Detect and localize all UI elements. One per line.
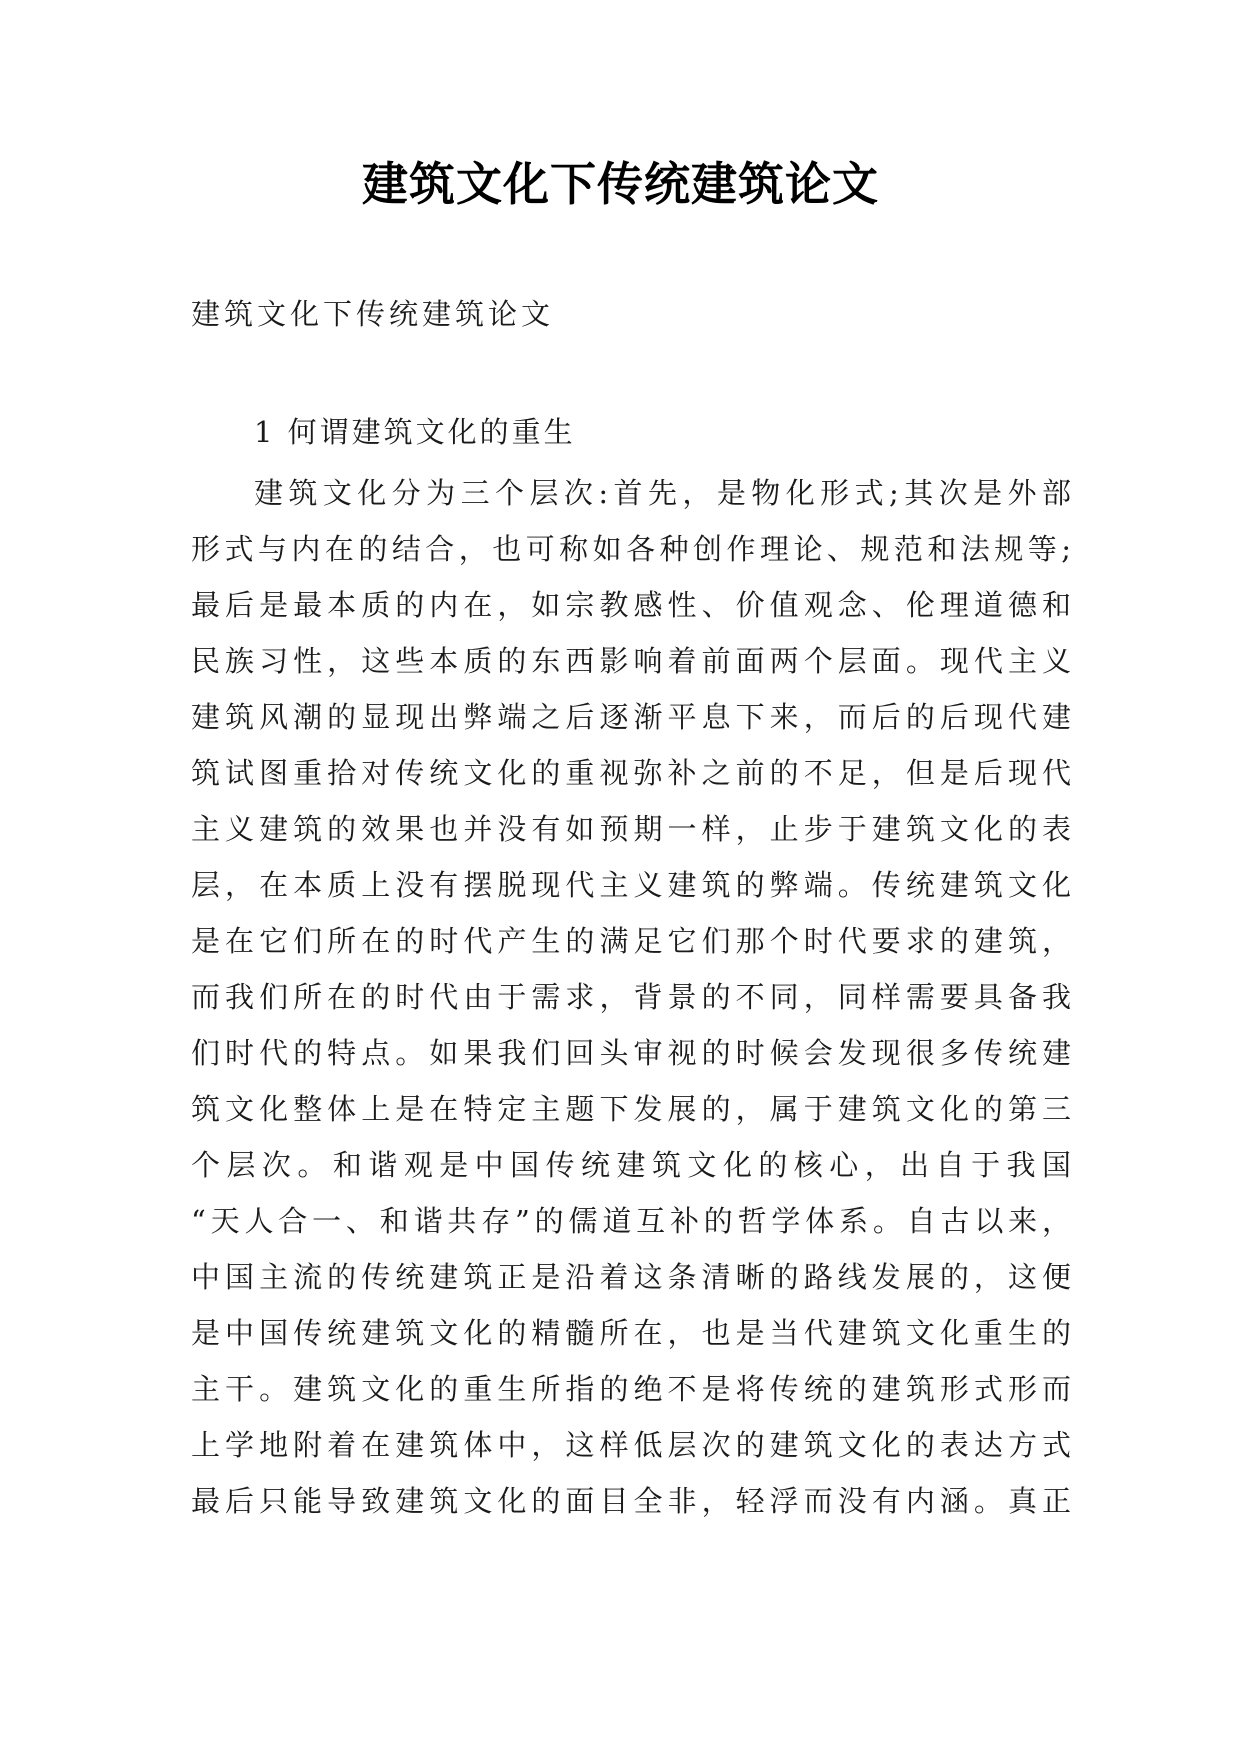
paragraph-line: 最后是最本质的内在，如宗教感性、价值观念、伦理道德和 [191, 588, 1071, 622]
paragraph-line: 是在它们所在的时代产生的满足它们那个时代要求的建筑， [191, 924, 1071, 958]
paragraph-line: 最后只能导致建筑文化的面目全非，轻浮而没有内涵。真正 [191, 1484, 1071, 1518]
paragraph-line: 筑试图重拾对传统文化的重视弥补之前的不足，但是后现代 [191, 756, 1071, 790]
paragraph-line: 中国主流的传统建筑正是沿着这条清晰的路线发展的，这便 [191, 1260, 1071, 1294]
paragraph-line: 建筑文化分为三个层次:首先，是物化形式;其次是外部 [254, 476, 1071, 510]
paragraph-line: “天人合一、和谐共存”的儒道互补的哲学体系。自古以来， [191, 1204, 1071, 1238]
paragraph-line: 们时代的特点。如果我们回头审视的时候会发现很多传统建 [191, 1036, 1071, 1070]
document-subtitle: 建筑文化下传统建筑论文 [191, 297, 555, 331]
paragraph-line: 建筑风潮的显现出弊端之后逐渐平息下来，而后的后现代建 [191, 700, 1071, 734]
paragraph-line: 主义建筑的效果也并没有如预期一样，止步于建筑文化的表 [191, 812, 1071, 846]
body-paragraph [191, 465, 1071, 1529]
paragraph-line: 而我们所在的时代由于需求，背景的不同，同样需要具备我 [191, 980, 1071, 1014]
paragraph-line: 层，在本质上没有摆脱现代主义建筑的弊端。传统建筑文化 [191, 868, 1071, 902]
paragraph-line: 上学地附着在建筑体中，这样低层次的建筑文化的表达方式 [191, 1428, 1071, 1462]
section-heading: 1 何谓建筑文化的重生 [254, 415, 576, 449]
paragraph-line: 是中国传统建筑文化的精髓所在，也是当代建筑文化重生的 [191, 1316, 1071, 1350]
paragraph-line: 个层次。和谐观是中国传统建筑文化的核心，出自于我国 [191, 1148, 1071, 1182]
document-title: 建筑文化下传统建筑论文 [362, 157, 879, 211]
paragraph-line: 筑文化整体上是在特定主题下发展的，属于建筑文化的第三 [191, 1092, 1071, 1126]
paragraph-line: 民族习性，这些本质的东西影响着前面两个层面。现代主义 [191, 644, 1071, 678]
paragraph-line: 形式与内在的结合，也可称如各种创作理论、规范和法规等; [191, 532, 1071, 566]
paragraph-line: 主干。建筑文化的重生所指的绝不是将传统的建筑形式形而 [191, 1372, 1071, 1406]
